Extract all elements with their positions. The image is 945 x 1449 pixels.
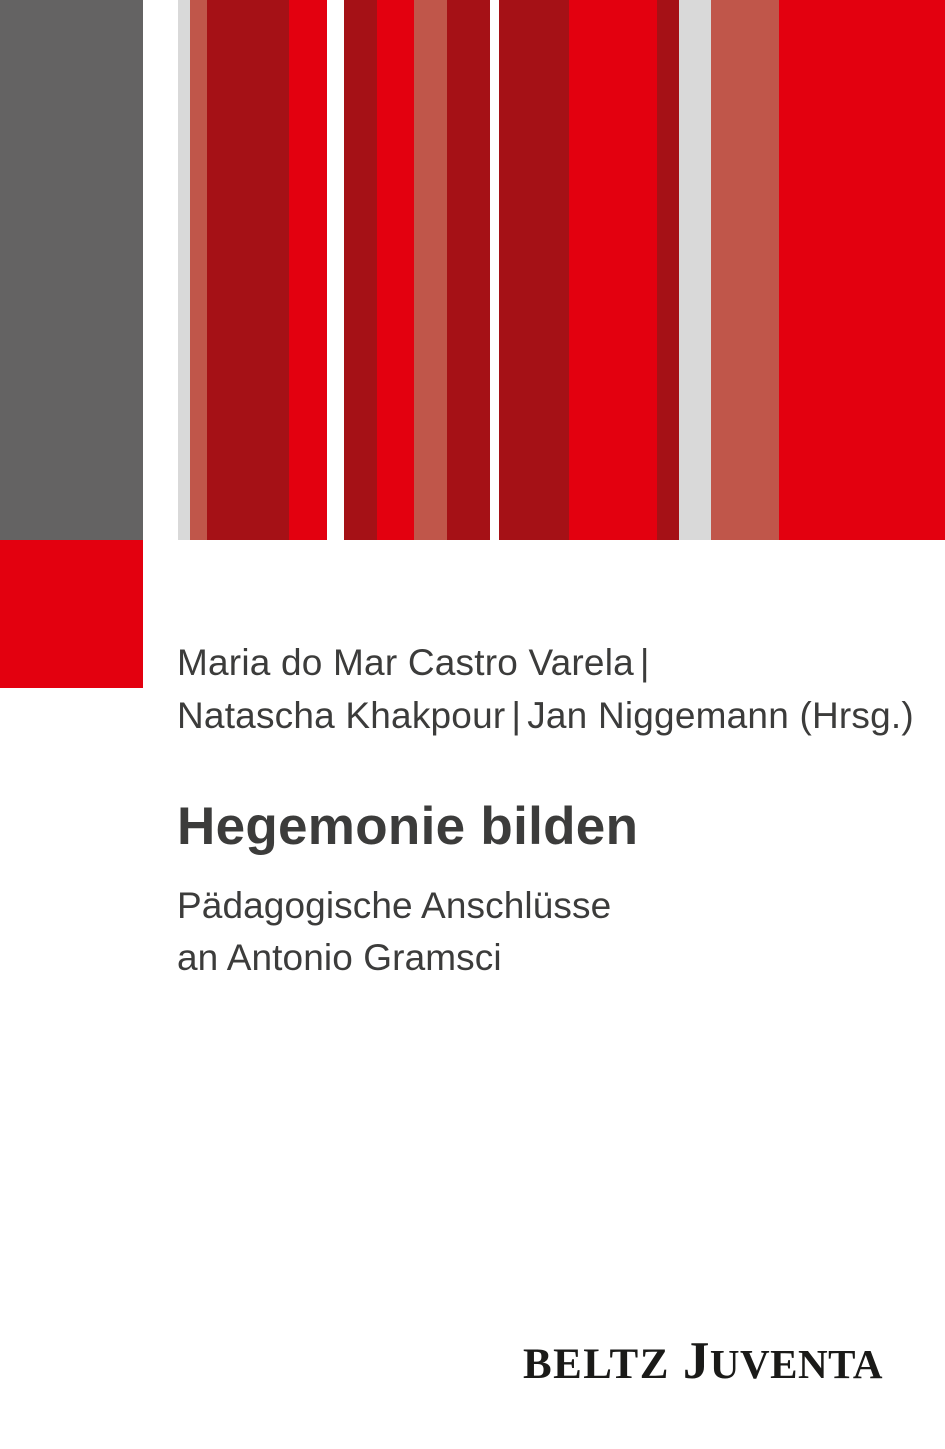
stripe-brightred-2 bbox=[377, 0, 414, 540]
stripe-brightred-3 bbox=[569, 0, 657, 540]
editors-line-1 bbox=[177, 636, 907, 689]
editor-name-3: Jan Niggemann (Hrsg.) bbox=[527, 695, 914, 736]
stripe-brightred-4 bbox=[779, 0, 945, 540]
stripe-brightred-1 bbox=[289, 0, 327, 540]
stripe-darkred-3 bbox=[447, 0, 490, 540]
book-title: Hegemonie bilden bbox=[177, 797, 639, 856]
stripe-salmon-2 bbox=[414, 0, 447, 540]
stripe-grey-1 bbox=[0, 0, 143, 540]
stripe-darkred-5 bbox=[657, 0, 679, 540]
editor-name-2: Natascha Khakpour bbox=[177, 695, 506, 736]
cover-stripe-band bbox=[0, 0, 945, 540]
editor-name-1: Maria do Mar Castro Varela bbox=[177, 642, 634, 683]
stripe-darkred-4 bbox=[499, 0, 569, 540]
publisher-name-juventa bbox=[683, 1331, 883, 1391]
book-subtitle bbox=[177, 880, 907, 984]
cover-text-area bbox=[177, 636, 914, 984]
editor-separator-2: | bbox=[511, 695, 522, 736]
stripe-salmon-1 bbox=[190, 0, 207, 540]
publisher-juventa-rest: UVENTA bbox=[709, 1341, 883, 1387]
book-subtitle-line-2: an Antonio Gramsci bbox=[177, 937, 502, 978]
editors-line-2 bbox=[177, 689, 914, 742]
red-accent-block bbox=[0, 540, 143, 688]
stripe-white-1 bbox=[143, 0, 178, 540]
publisher-juventa-initial: J bbox=[682, 1332, 710, 1390]
stripe-white-2 bbox=[327, 0, 344, 540]
editor-separator-1: | bbox=[639, 642, 650, 683]
stripe-darkred-1 bbox=[207, 0, 289, 540]
stripe-lightgrey-2 bbox=[679, 0, 711, 540]
stripe-lightgrey-1 bbox=[178, 0, 190, 540]
stripe-darkred-2 bbox=[344, 0, 377, 540]
publisher-logo bbox=[523, 1331, 883, 1391]
stripe-white-3 bbox=[490, 0, 499, 540]
publisher-name-beltz: BELTZ bbox=[522, 1341, 670, 1388]
stripe-salmon-3 bbox=[711, 0, 779, 540]
book-subtitle-line-1: Pädagogische Anschlüsse bbox=[177, 885, 612, 926]
